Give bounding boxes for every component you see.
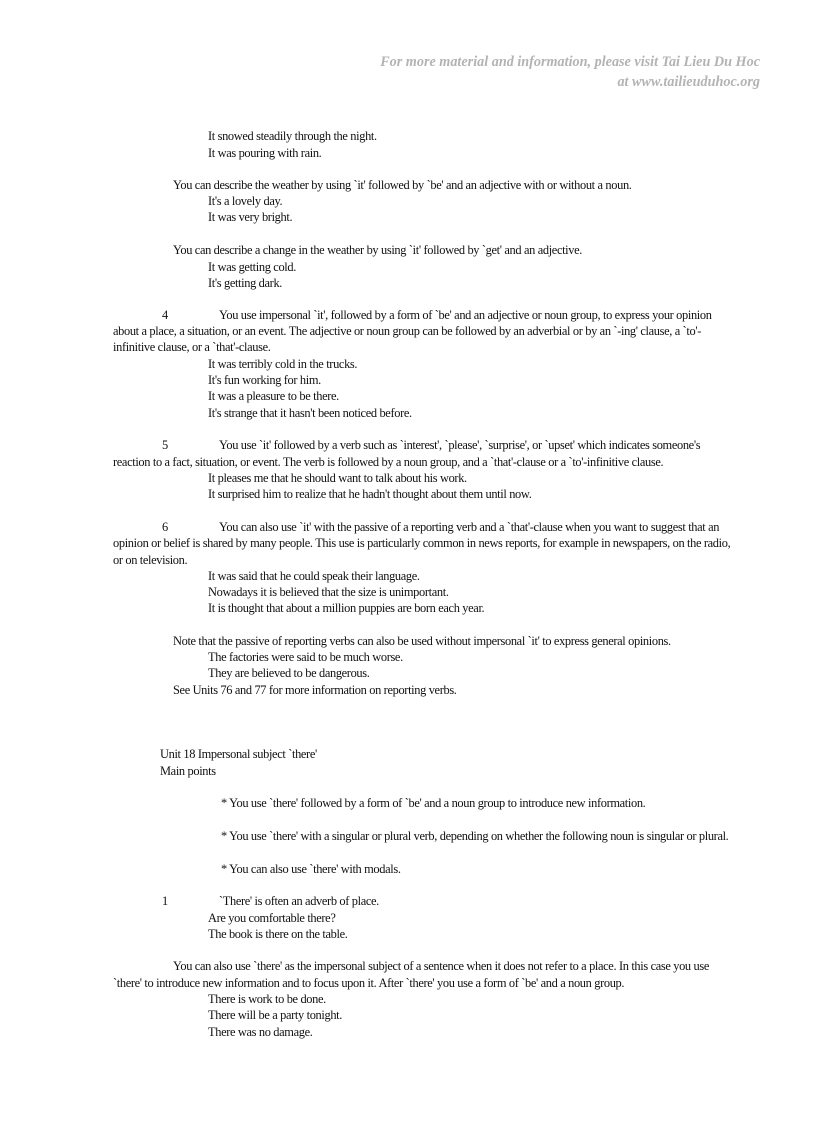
paragraph-line: `There' is often an adverb of place. <box>219 894 379 908</box>
paragraph-line: You use impersonal `it', followed by a form of `be' and an adjective or noun group, to express your opinion <box>219 308 712 322</box>
section-number: 1 <box>162 894 168 908</box>
main-point: * You can also use `there' with modals. <box>221 862 401 876</box>
example-line: Are you comfortable there? <box>208 911 336 925</box>
note-paragraph: Note that the passive of reporting verbs can also be used without impersonal `it' to express general opinions. <box>173 634 671 648</box>
note-paragraph: You can describe a change in the weather by using `it' followed by `get' and an adjective. <box>173 243 583 257</box>
paragraph-line: about a place, a situation, or an event. The adjective or noun group can be followed by an adverbial or by an `-ing' clause, a `to'- <box>113 324 702 338</box>
main-point: * You use `there' followed by a form of `be' and a noun group to introduce new information. <box>221 796 646 810</box>
example-line: It's a lovely day. <box>208 194 283 208</box>
example-line: It's getting dark. <box>208 276 283 290</box>
paragraph-line: You can also use `there' as the impersonal subject of a sentence when it does not refer to a place. In this case you use <box>173 959 709 973</box>
see-also-note: See Units 76 and 77 for more information on reporting verbs. <box>173 683 457 697</box>
section-number: 6 <box>162 520 168 534</box>
main-point: * You use `there' with a singular or plural verb, depending on whether the following noun is singular or plural. <box>221 829 729 843</box>
page-header <box>380 52 760 92</box>
example-line: It pleases me that he should want to talk about his work. <box>208 471 467 485</box>
paragraph-line: You can also use `it' with the passive of a reporting verb and a `that'-clause when you want to suggest that an <box>219 520 720 534</box>
example-line: There was no damage. <box>208 1025 313 1039</box>
example-line: It was a pleasure to be there. <box>208 389 339 403</box>
example-line: It was very bright. <box>208 210 293 224</box>
section-number: 5 <box>162 438 168 452</box>
example-line: There is work to be done. <box>208 992 326 1006</box>
example-line: It was terribly cold in the trucks. <box>208 357 358 371</box>
paragraph-line: You use `it' followed by a verb such as `interest', `please', `surprise', or `upset' which indicates someone's <box>219 438 701 452</box>
example-line: The factories were said to be much worse. <box>208 650 403 664</box>
paragraph-line: `there' to introduce new information and to focus upon it. After `there' you use a form of `be' and a noun group. <box>113 976 625 990</box>
example-line: It's fun working for him. <box>208 373 321 387</box>
example-line: It is thought that about a million puppies are born each year. <box>208 601 485 615</box>
unit-subtitle: Main points <box>160 764 216 778</box>
example-line: It was pouring with rain. <box>208 146 322 160</box>
example-line: Nowadays it is believed that the size is unimportant. <box>208 585 449 599</box>
example-line: It was getting cold. <box>208 260 296 274</box>
example-line: There will be a party tonight. <box>208 1008 343 1022</box>
example-line: It surprised him to realize that he hadn't thought about them until now. <box>208 487 532 501</box>
example-line: It snowed steadily through the night. <box>208 129 377 143</box>
header-line-2: at www.tailieuduhoc.org <box>617 74 760 90</box>
example-line: It was said that he could speak their language. <box>208 569 420 583</box>
header-line-1: For more material and information, please visit Tai Lieu Du Hoc <box>380 54 760 70</box>
note-paragraph: You can describe the weather by using `it' followed by `be' and an adjective with or without a noun. <box>173 178 632 192</box>
paragraph-line: infinitive clause, or a `that'-clause. <box>113 340 271 354</box>
paragraph-line: opinion or belief is shared by many people. This use is particularly common in news reports, for example in newspapers, on the radio, <box>113 536 731 550</box>
example-line: They are believed to be dangerous. <box>208 666 370 680</box>
example-line: The book is there on the table. <box>208 927 348 941</box>
section-number: 4 <box>162 308 168 322</box>
paragraph-line: reaction to a fact, situation, or event. The verb is followed by a noun group, and a `that'-clause or a `to'-infinitive clause. <box>113 455 664 469</box>
paragraph-line: or on television. <box>113 553 188 567</box>
unit-title: Unit 18 Impersonal subject `there' <box>160 747 317 761</box>
example-line: It's strange that it hasn't been noticed before. <box>208 406 412 420</box>
